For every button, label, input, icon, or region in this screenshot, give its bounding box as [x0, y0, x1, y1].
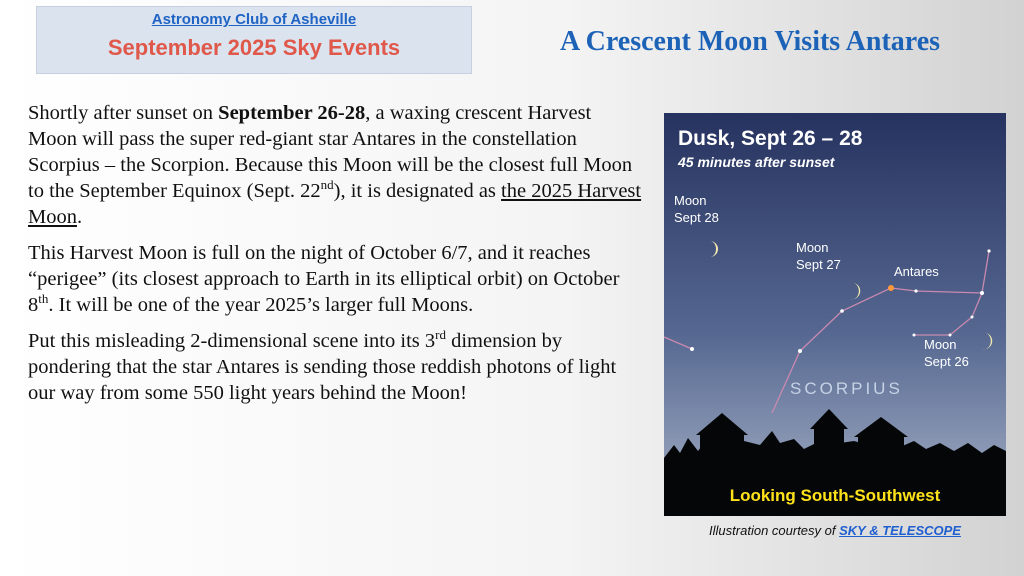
moon-sept28-label-line2: Sept 28 [674, 210, 719, 225]
sky-scene-svg [664, 113, 1006, 516]
antares-label: Antares [894, 264, 939, 279]
p1-superscript: nd [320, 177, 334, 193]
p2-superscript: th [38, 291, 49, 307]
moon-sept26-label-line1: Moon [924, 337, 957, 352]
moon-sept27-label-line2: Sept 27 [796, 257, 841, 272]
p3-text-a: Put this misleading 2-dimensional scene into its 3 [28, 330, 436, 352]
club-header-box [36, 6, 472, 74]
p1-text-d: . [76, 206, 83, 228]
club-name-link[interactable]: Astronomy Club of Asheville [151, 11, 357, 28]
caption-text: Illustration courtesy of [709, 523, 840, 538]
illustration-caption [664, 523, 1006, 538]
sky-illustration [664, 113, 1006, 516]
illustration-heading: Dusk, Sept 26 – 28 [678, 127, 863, 150]
event-heading: September 2025 Sky Events [107, 35, 401, 60]
illustration-subheading: 45 minutes after sunset [678, 154, 835, 170]
moon-sept26-label-line2: Sept 26 [924, 354, 969, 369]
slide-title: A Crescent Moon Visits Antares [559, 26, 941, 57]
moon-sept27-label-line1: Moon [796, 240, 829, 255]
p3-superscript: rd [435, 327, 446, 343]
p1-text-b: , a waxing crescent Harvest Moon will pass the super red-giant star Antares in the constellation Scorpius – the Scorpion. Because this Moon will be the closest full Moon to the September Equinox (Sept. 22 [28, 102, 633, 202]
paragraph-3 [28, 328, 643, 406]
antares-star [888, 285, 894, 291]
p2-text-a: This Harvest Moon is full on the night of October 6/7, and it reaches “perigee” (its closest approach to Earth in its elliptical orbit) on October 8 [28, 242, 620, 316]
paragraph-2 [28, 240, 643, 318]
p1-date-bold: September 26-28 [218, 102, 366, 124]
p2-text-b: . It will be one of the year 2025’s larger full Moons. [48, 294, 474, 316]
p1-text-a: Shortly after sunset on [28, 102, 219, 124]
body-text [28, 100, 643, 416]
harvest-moon-link[interactable]: the 2025 Harvest Moon [28, 180, 642, 228]
p1-text-c: ), it is designated as [333, 180, 502, 202]
sky-telescope-link[interactable]: SKY & TELESCOPE [839, 523, 961, 538]
direction-label: Looking South-Southwest [729, 486, 941, 505]
moon-sept28-label-line1: Moon [674, 193, 707, 208]
constellation-label: SCORPIUS [790, 379, 903, 398]
p3-text-b: dimension by pondering that the star Antares is sending those reddish photons of light our way from some 550 light years behind the Moon! [28, 330, 617, 404]
paragraph-1 [28, 100, 643, 230]
